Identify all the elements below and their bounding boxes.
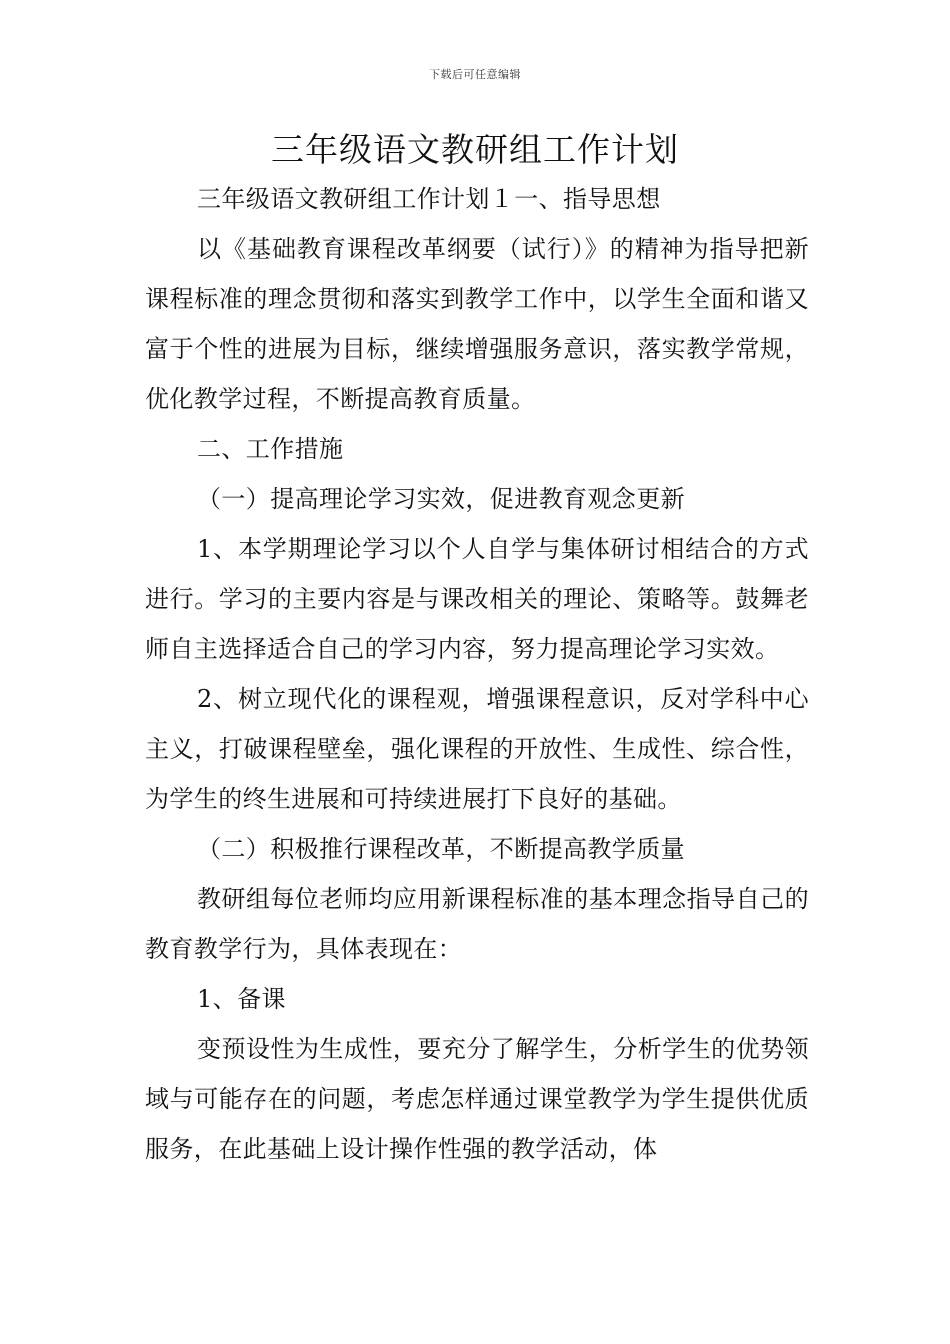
section-heading-work-measures: 二、工作措施 <box>197 435 344 463</box>
paragraph-theory-study-1: 1、本学期理论学习以个人自学与集体研讨相结合的方式进行。学习的主要内容是与课改相关的理论、策略等。鼓舞老师自主选择适合自己的学习内容，努力提高理论学习实效。 <box>145 535 809 663</box>
header-note: 下载后可任意编辑 <box>429 68 521 81</box>
paragraph-guiding-thought: 以《基础教育课程改革纲要（试行）》的精神为指导把新课程标准的理念贯彻和落实到教学工作中，以学生全面和谐又富于个性的进展为目标，继续增强服务意识，落实教学常规，优化教学过程，不断提高教育质量。 <box>145 235 809 413</box>
paragraph-intro-heading: 三年级语文教研组工作计划１一、指导思想 <box>197 185 661 213</box>
subsection-heading-theory-study: （一）提高理论学习实效，促进教育观念更新 <box>197 485 685 513</box>
document-title: 三年级语文教研组工作计划 <box>271 130 679 169</box>
paragraph-theory-study-2: 2、树立现代化的课程观，增强课程意识，反对学科中心主义，打破课程壁垒，强化课程的开放性、生成性、综合性，为学生的终生进展和可持续进展打下良好的基础。 <box>145 685 809 813</box>
paragraph-curriculum-reform: 教研组每位老师均应用新课程标准的基本理念指导自己的教育教学行为，具体表现在： <box>145 885 809 963</box>
document-body <box>145 174 809 1174</box>
paragraph-lesson-prep: 变预设性为生成性，要充分了解学生，分析学生的优势领域与可能存在的问题，考虑怎样通过课堂教学为学生提供优质服务，在此基础上设计操作性强的教学活动，体 <box>145 1035 809 1163</box>
item-heading-lesson-prep: 1、备课 <box>197 985 286 1013</box>
subsection-heading-curriculum-reform: （二）积极推行课程改革，不断提高教学质量 <box>197 835 685 863</box>
